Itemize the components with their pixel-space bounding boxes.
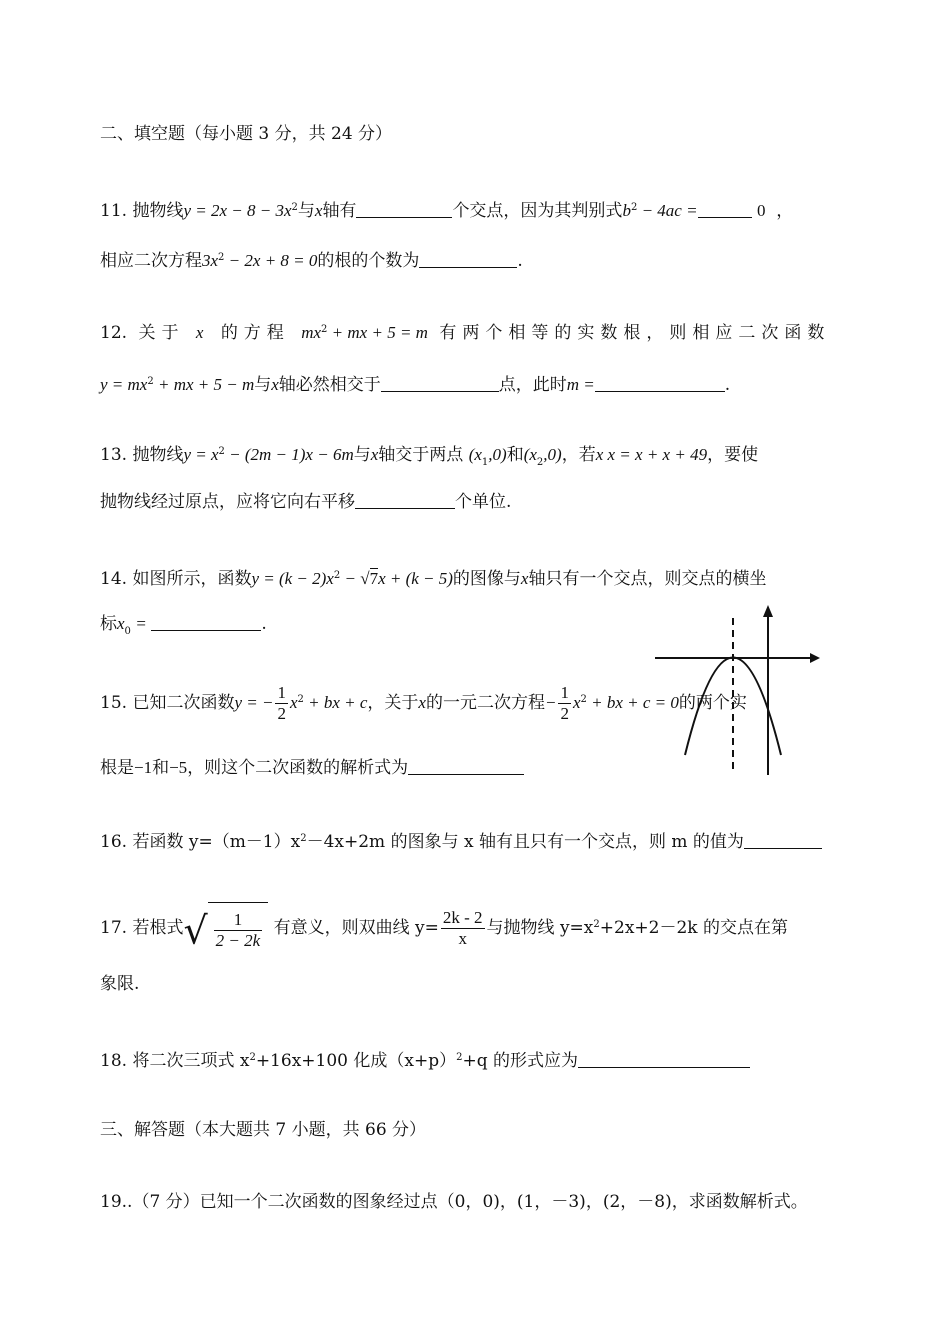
question-number: 14.	[100, 569, 128, 589]
fraction-one-half	[558, 683, 571, 724]
text: +2x+2－2k 的交点在第	[599, 918, 788, 938]
question-19: 19..（7 分）已知一个二次函数的图象经过点（0，0)，(1，－3)，(2，－8)，求函数解析式。	[100, 1192, 808, 1212]
variable: x	[520, 569, 529, 588]
subscript: 1	[481, 457, 489, 468]
text: 与	[297, 201, 315, 221]
subscript: 2	[536, 457, 544, 468]
equation: x + (k − 5)	[378, 569, 453, 588]
exponent: 2	[249, 1052, 256, 1063]
exponent: 2	[321, 324, 328, 335]
denominator: 2 − 2k	[215, 930, 261, 950]
text: ，关于	[367, 693, 419, 713]
equation: + bx + c	[303, 693, 368, 712]
point-2: ,0)	[543, 445, 562, 464]
question-number: 11.	[100, 201, 128, 221]
exponent: 2	[297, 694, 304, 705]
text: 抛物线	[132, 201, 184, 221]
text: 与抛物线 y=x	[486, 918, 594, 938]
numerator: 1	[277, 683, 286, 702]
question-12-line-2	[100, 370, 730, 397]
text: 和	[506, 445, 524, 465]
answer-blank[interactable]	[408, 756, 524, 775]
equation: − (2m − 1)x − 6m	[224, 445, 354, 464]
sqrt-expression: √ $\frac{1}{2 - 2k}$	[183, 902, 268, 956]
answer-blank[interactable]	[698, 199, 752, 218]
text: ，则这个二次函数的解析式为	[187, 758, 409, 778]
text: .	[724, 375, 731, 395]
denominator: 2	[560, 704, 569, 723]
question-number: 12.	[100, 323, 128, 343]
text: 点，此时	[498, 375, 567, 395]
equation: b	[622, 201, 631, 220]
question-14-line-2	[100, 612, 267, 644]
answer-blank[interactable]	[578, 1049, 750, 1068]
text: .	[517, 251, 523, 271]
question-13-line-1	[100, 440, 758, 475]
text: 有两个相等的实数根，则相应二次函数	[439, 323, 831, 343]
text: 18. 将二次三项式 x	[100, 1051, 250, 1071]
question-15-line-1	[100, 680, 747, 724]
text: 0	[756, 201, 766, 220]
text: 轴只有一个交点，则交点的横坐	[528, 569, 767, 589]
text: ，要使	[707, 445, 759, 465]
question-17-line-1	[100, 900, 788, 955]
variable: x	[195, 323, 210, 342]
fraction	[214, 910, 263, 951]
text: ，	[776, 201, 794, 221]
answer-blank[interactable]	[744, 830, 822, 849]
text: 轴必然相交于	[278, 375, 381, 395]
equation: mx	[301, 323, 322, 342]
text: 抛物线经过原点，应将它向右平移	[100, 492, 355, 512]
text: 与	[353, 445, 371, 465]
root-value: −5	[169, 758, 188, 777]
answer-blank[interactable]	[595, 373, 725, 392]
variable: x	[117, 614, 125, 633]
text: 关于	[138, 323, 185, 343]
equation: −	[544, 693, 557, 712]
question-17-line-2	[100, 972, 139, 996]
text: ，若	[561, 445, 596, 465]
question-11-line-1	[100, 196, 793, 223]
numerator: 2k - 2	[442, 908, 483, 927]
question-18	[100, 1046, 750, 1073]
fraction-one-half	[275, 683, 288, 724]
variable: x	[271, 375, 279, 394]
denominator: 2	[277, 704, 286, 723]
exponent: 2	[333, 570, 341, 581]
text: 抛物线	[132, 445, 184, 465]
question-12-line-1	[100, 318, 830, 345]
exponent: 2	[593, 919, 600, 930]
answer-blank[interactable]	[151, 612, 261, 631]
root-value: −1	[134, 758, 153, 777]
equation: 3x	[202, 251, 219, 270]
variable: x	[418, 693, 426, 712]
question-16	[100, 827, 822, 854]
question-13-line-2	[100, 490, 511, 514]
exponent: 2	[291, 202, 298, 213]
text: 的一元二次方程	[425, 693, 545, 713]
denominator: x	[458, 929, 467, 948]
exponent: 2	[580, 694, 587, 705]
text: 的两个实	[678, 693, 747, 713]
point-2: (x	[523, 445, 537, 464]
variable: x	[314, 201, 323, 220]
text: 根是	[100, 758, 134, 778]
exponent: 2	[218, 252, 225, 263]
section-title: 二、填空题（每小题 3 分，共 24 分）	[100, 124, 393, 144]
exponent: 2	[630, 202, 638, 213]
text: +q 的形式应为	[462, 1051, 578, 1071]
equation: + bx + c = 0	[586, 693, 679, 712]
text: 和	[152, 758, 170, 778]
equation: x	[289, 693, 298, 712]
text: 与	[254, 375, 272, 395]
equation: + mx + 5 − m	[153, 375, 255, 394]
point-1: (x	[468, 445, 482, 464]
text: +16x+100 化成（x+p）	[255, 1051, 457, 1071]
point-1: ,0)	[488, 445, 507, 464]
text: 17. 若根式	[100, 918, 184, 938]
equation: y = mx	[100, 375, 148, 394]
exponent: 2	[147, 376, 154, 387]
text: 个交点，因为其判别式	[452, 201, 623, 221]
text: 如图所示，函数	[132, 569, 252, 589]
answer-blank[interactable]	[419, 249, 517, 268]
text: .	[261, 614, 267, 634]
text: =	[136, 614, 146, 633]
text: 16. 若函数 y=（m－1）x	[100, 832, 301, 852]
exponent: 2	[300, 833, 307, 844]
question-number: 13.	[100, 445, 128, 465]
exponent: 2	[218, 446, 225, 457]
radicand: 7	[369, 569, 379, 588]
numerator: 1	[560, 683, 569, 702]
question-11-line-2	[100, 246, 523, 273]
text: －4x+2m 的图象与 x 轴有且只有一个交点，则 m 的值为	[306, 832, 744, 852]
text: 的图像与	[452, 569, 521, 589]
equation: − 4ac =	[637, 201, 698, 220]
exponent: 2	[456, 1052, 463, 1063]
variable: x	[370, 445, 379, 464]
equation: y = x	[183, 445, 219, 464]
question-number: 15.	[100, 693, 128, 713]
text: 有意义，则双曲线 y=	[273, 918, 439, 938]
equation: y = (k − 2)x	[251, 569, 334, 588]
subscript: 0	[124, 626, 131, 637]
equation: −	[340, 569, 361, 588]
text: 已知二次函数	[132, 693, 235, 713]
equation: m =	[566, 375, 595, 394]
text: 象限.	[100, 974, 140, 994]
equation: + mx + 5 = m	[327, 323, 428, 342]
text: 个单位.	[455, 492, 512, 512]
condition-equation: x x = x + x + 49	[595, 445, 708, 464]
question-14-line-1	[100, 564, 766, 591]
answer-blank[interactable]	[355, 490, 455, 509]
answer-blank[interactable]	[356, 199, 452, 218]
text: 轴有	[322, 201, 357, 221]
text: 标	[100, 614, 117, 634]
section-title: 三、解答题（本大题共 7 小题，共 66 分）	[100, 1120, 427, 1140]
text: 的根的个数为	[317, 251, 420, 271]
numerator: 1	[214, 910, 263, 931]
sqrt-7: √7	[360, 569, 379, 588]
equation: − 2x + 8 = 0	[224, 251, 318, 270]
fraction	[441, 908, 485, 949]
text: 轴交于两点	[378, 445, 464, 465]
text: 的方程	[220, 323, 290, 343]
answer-blank[interactable]	[381, 373, 499, 392]
x-axis-arrow	[810, 653, 820, 663]
equation: y = 2x − 8 − 3x	[183, 201, 292, 220]
equation: y = −	[234, 693, 274, 712]
question-15-line-2	[100, 756, 524, 780]
y-axis-arrow	[763, 605, 773, 617]
text: 相应二次方程	[100, 251, 202, 271]
equation: x	[572, 693, 581, 712]
